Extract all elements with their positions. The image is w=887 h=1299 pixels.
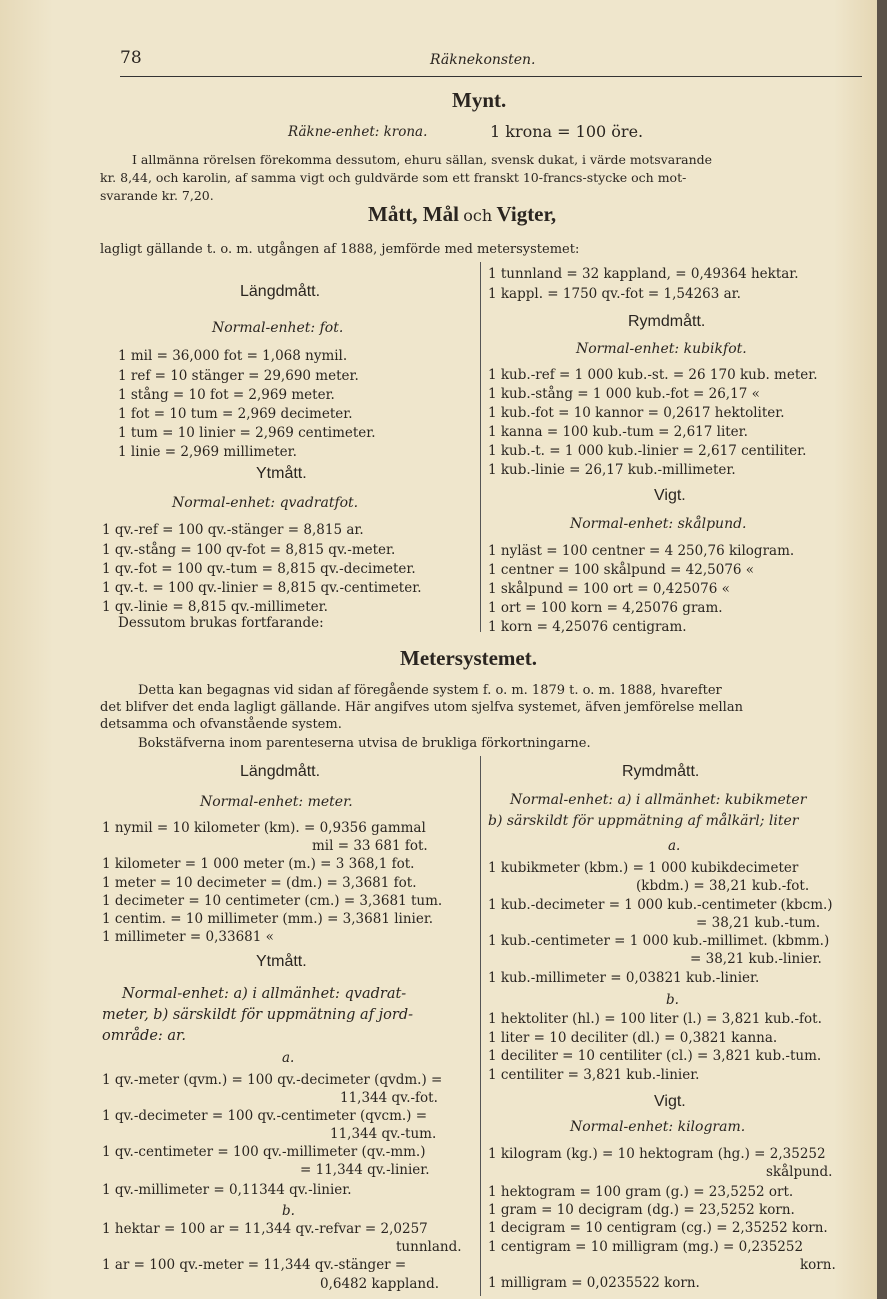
old-right-top-row: 1 kappl. = 1750 qv.-fot = 1,54263 ar. <box>488 286 741 302</box>
meter-intro-3: detsamma och ofvanstående system. <box>100 717 342 732</box>
new-ytmatt-unit: Normal-enhet: a) i allmänhet: qvadrat- <box>122 986 407 1002</box>
new-ytmatt-row: 11,344 qv.-fot. <box>340 1090 438 1106</box>
old-langdmatt-row: 1 tum = 10 linier = 2,969 centimeter. <box>118 425 376 441</box>
new-ytmatt-row: 1 qv.-meter (qvm.) = 100 qv.-decimeter (qvdm.) = <box>102 1072 443 1088</box>
old-ytmatt-note: Dessutom brukas fortfarande: <box>118 615 324 631</box>
new-vigt-row: 1 hektogram = 100 gram (g.) = 23,5252 ort. <box>488 1184 794 1200</box>
new-rymdmatt-row: 1 deciliter = 10 centiliter (cl.) = 3,821 kub.-tum. <box>488 1048 822 1064</box>
new-ytmatt-unit: meter, b) särskildt för uppmätning af jord- <box>102 1007 414 1023</box>
mynt-text-1: I allmänna rörelsen förekomma dessutom, ehuru sällan, svensk dukat, i värde motsvarande <box>132 152 713 167</box>
new-vigt-row: 1 gram = 10 decigram (dg.) = 23,5252 korn. <box>488 1202 795 1218</box>
new-ytmatt-row: = 11,344 qv.-linier. <box>300 1162 430 1178</box>
new-rymdmatt-row: 1 centiliter = 3,821 kub.-linier. <box>488 1067 700 1083</box>
new-langdmatt-row: 1 millimeter = 0,33681 « <box>102 929 274 945</box>
old-ytmatt-row: 1 qv.-t. = 100 qv.-linier = 8,815 qv.-centimeter. <box>102 580 422 596</box>
old-ytmatt-unit: Normal-enhet: qvadratfot. <box>172 495 359 511</box>
old-langdmatt-row: 1 stång = 10 fot = 2,969 meter. <box>118 387 335 403</box>
header-rule <box>120 76 862 77</box>
new-vigt-row: korn. <box>800 1257 836 1273</box>
new-ytmatt-row: 1 qv.-decimeter = 100 qv.-centimeter (qvcm.) = <box>102 1108 428 1124</box>
old-rymdmatt-row: 1 kub.-ref = 1 000 kub.-st. = 26 170 kub. meter. <box>488 367 818 383</box>
page-edge <box>877 0 887 1299</box>
old-rymdmatt-row: 1 kanna = 100 kub.-tum = 2,617 liter. <box>488 424 748 440</box>
new-vigt-row: skålpund. <box>766 1164 833 1180</box>
page-number: 78 <box>120 48 142 68</box>
old-ytmatt-heading: Ytmått. <box>256 465 307 482</box>
mynt-text-3: svarande kr. 7,20. <box>100 188 214 203</box>
new-rymdmatt-sub-a: a. <box>668 838 681 854</box>
new-langdmatt-row: 1 centim. = 10 millimeter (mm.) = 3,3681 linier. <box>102 911 434 927</box>
new-vigt-row: 1 milligram = 0,0235522 korn. <box>488 1275 700 1291</box>
new-ytmatt-row: 1 ar = 100 qv.-meter = 11,344 qv.-stänger = <box>102 1257 407 1273</box>
old-vigt-row: 1 ort = 100 korn = 4,25076 gram. <box>488 600 723 616</box>
old-vigt-row: 1 centner = 100 skålpund = 42,5076 « <box>488 562 755 578</box>
new-rymdmatt-heading: Rymdmått. <box>622 763 700 780</box>
old-ytmatt-row: 1 qv.-ref = 100 qv.-stänger = 8,815 ar. <box>102 522 364 538</box>
old-vigt-heading: Vigt. <box>654 487 686 504</box>
new-rymdmatt-row: 1 hektoliter (hl.) = 100 liter (l.) = 3,821 kub.-fot. <box>488 1011 822 1027</box>
new-langdmatt-unit: Normal-enhet: meter. <box>200 794 353 810</box>
old-langdmatt-row: 1 fot = 10 tum = 2,969 decimeter. <box>118 406 353 422</box>
old-rymdmatt-row: 1 kub.-t. = 1 000 kub.-linier = 2,617 centiliter. <box>488 443 807 459</box>
new-rymdmatt-row: = 38,21 kub.-tum. <box>696 915 821 931</box>
matt-title-part2: Vigter, <box>496 202 557 226</box>
old-right-top-row: 1 tunnland = 32 kappland, = 0,49364 hektar. <box>488 266 799 282</box>
new-rymdmatt-row: 1 kub.-millimeter = 0,03821 kub.-linier. <box>488 970 760 986</box>
new-rymdmatt-row: 1 liter = 10 deciliter (dl.) = 0,3821 kanna. <box>488 1030 778 1046</box>
new-langdmatt-heading: Längdmått. <box>240 763 321 780</box>
old-ytmatt-row: 1 qv.-linie = 8,815 qv.-millimeter. <box>102 599 328 615</box>
mynt-unit: Räkne-enhet: krona. <box>288 124 428 140</box>
new-vigt-row: 1 decigram = 10 centigram (cg.) = 2,35252 korn. <box>488 1220 828 1236</box>
new-ytmatt-row: 11,344 qv.-tum. <box>330 1126 437 1142</box>
mynt-text-2: kr. 8,44, och karolin, af samma vigt och guldvärde som ett franskt 10-francs-stycke och mot- <box>100 170 687 185</box>
new-ytmatt-row: 0,6482 kappland. <box>320 1276 440 1292</box>
new-vigt-row: 1 kilogram (kg.) = 10 hektogram (hg.) = 2,35252 <box>488 1146 826 1162</box>
new-rymdmatt-row: 1 kub.-decimeter = 1 000 kub.-centimeter (kbcm.) <box>488 897 833 913</box>
old-rymdmatt-row: 1 kub.-linie = 26,17 kub.-millimeter. <box>488 462 736 478</box>
new-rymdmatt-unit: Normal-enhet: a) i allmänhet: kubikmeter <box>510 792 807 808</box>
new-vigt-heading: Vigt. <box>654 1093 686 1110</box>
matt-intro: lagligt gällande t. o. m. utgången af 1888, jemförde med metersystemet: <box>100 242 580 257</box>
old-vigt-row: 1 korn = 4,25076 centigram. <box>488 619 687 635</box>
new-rymdmatt-row: 1 kub.-centimeter = 1 000 kub.-millimet. (kbmm.) <box>488 933 830 949</box>
new-ytmatt-sub-b: b. <box>282 1203 295 1219</box>
old-ytmatt-row: 1 qv.-fot = 100 qv.-tum = 8,815 qv.-decimeter. <box>102 561 416 577</box>
new-langdmatt-row: mil = 33 681 fot. <box>312 838 428 854</box>
new-ytmatt-row: 1 qv.-millimeter = 0,11344 qv.-linier. <box>102 1182 352 1198</box>
old-langdmatt-row: 1 linie = 2,969 millimeter. <box>118 444 297 460</box>
new-langdmatt-row: 1 nymil = 10 kilometer (km). = 0,9356 gammal <box>102 820 426 836</box>
new-rymdmatt-row: (kbdm.) = 38,21 kub.-fot. <box>636 878 810 894</box>
old-langdmatt-row: 1 ref = 10 stänger = 29,690 meter. <box>118 368 359 384</box>
new-ytmatt-row: 1 hektar = 100 ar = 11,344 qv.-refvar = 2,0257 <box>102 1221 428 1237</box>
matt-title <box>368 202 557 226</box>
new-langdmatt-row: 1 meter = 10 decimeter = (dm.) = 3,3681 fot. <box>102 875 417 891</box>
old-langdmatt-heading: Längdmått. <box>240 283 321 300</box>
old-rymdmatt-row: 1 kub.-stång = 1 000 kub.-fot = 26,17 « <box>488 386 760 402</box>
old-ytmatt-row: 1 qv.-stång = 100 qv-fot = 8,815 qv.-meter. <box>102 542 396 558</box>
new-rymdmatt-unit: b) särskildt för uppmätning af målkärl; liter <box>488 813 799 829</box>
meter-intro-2: det blifver det enda lagligt gällande. Här angifves utom sjelfva systemet, äfven jemförelse mellan <box>100 700 743 715</box>
mynt-unit-value: 1 krona = 100 öre. <box>490 122 644 141</box>
meter-intro-1: Detta kan begagnas vid sidan af föregående system f. o. m. 1879 t. o. m. 1888, hvarefter <box>138 683 722 698</box>
mynt-title: Mynt. <box>452 88 507 112</box>
new-rymdmatt-sub-b: b. <box>666 992 679 1008</box>
new-rymdmatt-row: = 38,21 kub.-linier. <box>690 951 822 967</box>
running-title: Räknekonsten. <box>430 52 536 68</box>
new-ytmatt-heading: Ytmått. <box>256 953 307 970</box>
old-rymdmatt-heading: Rymdmått. <box>628 313 706 330</box>
old-langdmatt-row: 1 mil = 36,000 fot = 1,068 nymil. <box>118 348 348 364</box>
old-vigt-row: 1 skålpund = 100 ort = 0,425076 « <box>488 581 730 597</box>
column-divider-2 <box>480 756 481 1296</box>
meter-title: Metersystemet. <box>400 646 537 670</box>
old-langdmatt-unit: Normal-enhet: fot. <box>212 320 344 336</box>
matt-title-part1: Mått, Mål <box>368 202 459 226</box>
new-vigt-unit: Normal-enhet: kilogram. <box>570 1119 746 1135</box>
new-langdmatt-row: 1 decimeter = 10 centimeter (cm.) = 3,3681 tum. <box>102 893 443 909</box>
matt-title-och: och <box>463 206 493 225</box>
new-rymdmatt-row: 1 kubikmeter (kbm.) = 1 000 kubikdecimeter <box>488 860 799 876</box>
new-vigt-row: 1 centigram = 10 milligram (mg.) = 0,235252 <box>488 1239 804 1255</box>
new-ytmatt-row: 1 qv.-centimeter = 100 qv.-millimeter (qv.-mm.) <box>102 1144 426 1160</box>
column-divider <box>480 262 481 632</box>
new-ytmatt-sub-a: a. <box>282 1050 295 1066</box>
new-ytmatt-row: tunnland. <box>396 1239 462 1255</box>
old-rymdmatt-row: 1 kub.-fot = 10 kannor = 0,2617 hektoliter. <box>488 405 785 421</box>
new-ytmatt-unit: område: ar. <box>102 1028 187 1044</box>
old-vigt-unit: Normal-enhet: skålpund. <box>570 516 747 532</box>
new-langdmatt-row: 1 kilometer = 1 000 meter (m.) = 3 368,1 fot. <box>102 856 415 872</box>
old-vigt-row: 1 nyläst = 100 centner = 4 250,76 kilogram. <box>488 543 795 559</box>
old-rymdmatt-unit: Normal-enhet: kubikfot. <box>576 341 747 357</box>
meter-intro-4: Bokstäfverna inom parenteserna utvisa de brukliga förkortningarne. <box>138 736 591 751</box>
